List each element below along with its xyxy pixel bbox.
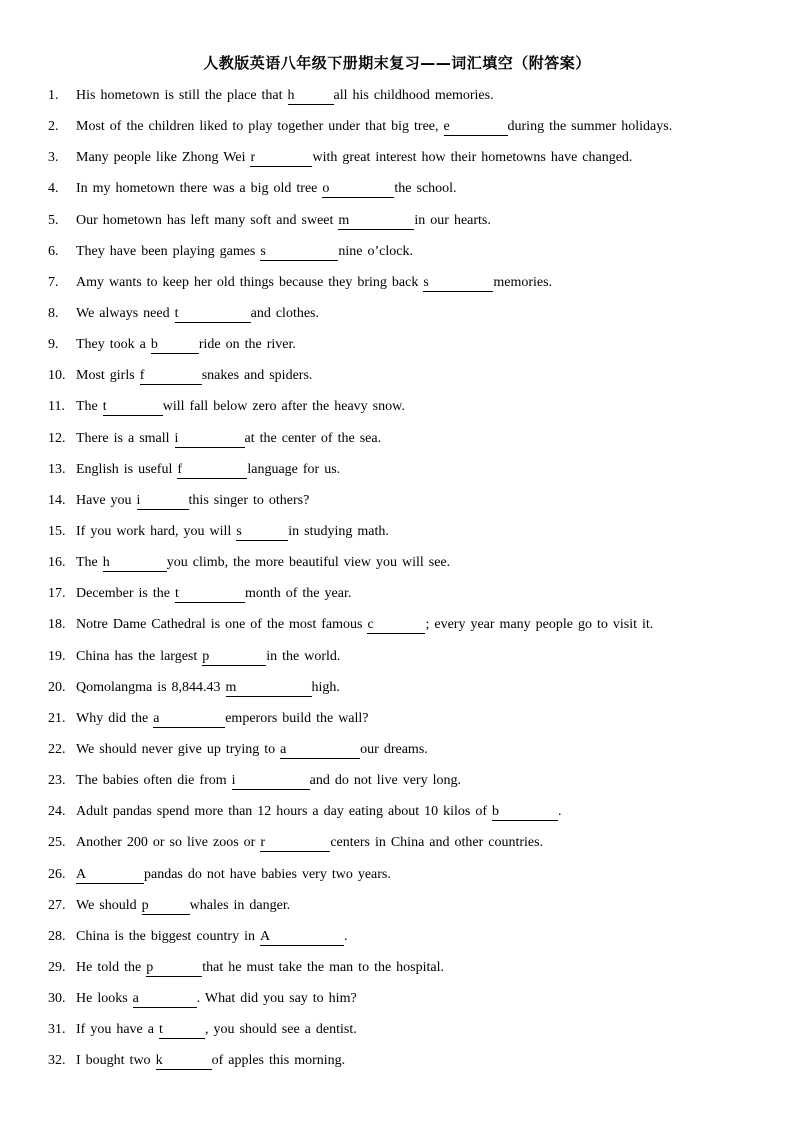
exercise-item xyxy=(48,395,768,426)
exercise-item xyxy=(48,676,768,707)
sentence-before-blank: The babies often die from xyxy=(76,773,232,789)
sentence-after-blank: . What did you say to him? xyxy=(196,991,357,1007)
sentence-after-blank: ; every year many people go to visit it. xyxy=(425,617,654,633)
item-sentence xyxy=(76,271,552,295)
answer-blank[interactable]: o xyxy=(322,181,394,198)
item-sentence xyxy=(76,1018,357,1042)
answer-blank[interactable]: t xyxy=(175,586,245,603)
sentence-after-blank: centers in China and other countries. xyxy=(330,835,544,851)
exercise-item xyxy=(48,333,768,364)
item-sentence xyxy=(76,458,340,482)
item-sentence xyxy=(76,209,491,233)
item-number: 12. xyxy=(48,430,66,446)
exercise-list xyxy=(48,84,768,1081)
item-number: 30. xyxy=(48,991,66,1007)
sentence-after-blank: this singer to others? xyxy=(188,492,310,508)
exercise-item xyxy=(48,1018,768,1049)
exercise-item xyxy=(48,707,768,738)
item-number: 24. xyxy=(48,804,66,820)
item-number: 23. xyxy=(48,773,66,789)
item-sentence xyxy=(76,146,632,170)
exercise-item xyxy=(48,427,768,458)
sentence-before-blank: Notre Dame Cathedral is one of the most famous xyxy=(76,617,368,633)
sentence-after-blank: of apples this morning. xyxy=(211,1053,346,1069)
sentence-after-blank: emperors build the wall? xyxy=(225,710,369,726)
sentence-after-blank: language for us. xyxy=(247,461,341,477)
answer-blank[interactable]: k xyxy=(156,1053,212,1070)
answer-blank[interactable]: f xyxy=(177,462,247,479)
item-sentence xyxy=(76,551,450,575)
item-sentence xyxy=(76,613,653,637)
sentence-before-blank: They have been playing games xyxy=(76,243,261,259)
answer-blank[interactable]: p xyxy=(202,649,266,666)
exercise-item xyxy=(48,987,768,1018)
answer-blank[interactable]: f xyxy=(140,368,202,385)
item-number: 8. xyxy=(48,305,59,321)
sentence-before-blank: China is the biggest country in xyxy=(76,928,260,944)
exercise-item xyxy=(48,551,768,582)
sentence-after-blank: in studying math. xyxy=(288,523,389,539)
sentence-before-blank: Why did the xyxy=(76,710,154,726)
exercise-item xyxy=(48,364,768,395)
sentence-after-blank: and do not live very long. xyxy=(309,773,461,789)
exercise-item xyxy=(48,271,768,302)
exercise-item xyxy=(48,84,768,115)
answer-blank[interactable]: a xyxy=(153,711,225,728)
answer-blank[interactable]: p xyxy=(142,898,190,915)
item-sentence xyxy=(76,240,413,264)
sentence-after-blank: ride on the river. xyxy=(198,337,296,353)
item-sentence xyxy=(76,987,357,1011)
sentence-after-blank: . xyxy=(343,928,348,944)
sentence-after-blank: the school. xyxy=(394,181,457,197)
sentence-before-blank: We always need xyxy=(76,305,175,321)
item-sentence xyxy=(76,707,369,731)
sentence-before-blank: China has the largest xyxy=(76,648,203,664)
sentence-after-blank: during the summer holidays. xyxy=(507,119,673,135)
exercise-item xyxy=(48,831,768,862)
sentence-before-blank: In my hometown there was a big old tree xyxy=(76,181,323,197)
answer-blank[interactable]: r xyxy=(260,835,330,852)
answer-blank[interactable]: m xyxy=(338,213,414,230)
item-sentence xyxy=(76,177,457,201)
answer-blank[interactable]: p xyxy=(146,960,202,977)
item-sentence xyxy=(76,333,296,357)
item-sentence xyxy=(76,863,391,887)
sentence-before-blank: They took a xyxy=(76,337,151,353)
item-sentence xyxy=(76,395,405,419)
sentence-before-blank: If you work hard, you will xyxy=(76,523,237,539)
answer-blank[interactable]: m xyxy=(226,680,312,697)
sentence-after-blank: month of the year. xyxy=(244,586,352,602)
answer-blank[interactable]: b xyxy=(492,804,558,821)
sentence-after-blank: and clothes. xyxy=(250,305,319,321)
exercise-item xyxy=(48,302,768,333)
item-number: 29. xyxy=(48,959,66,975)
item-number: 13. xyxy=(48,461,66,477)
item-sentence xyxy=(76,84,494,108)
sentence-after-blank: will fall below zero after the heavy snow. xyxy=(162,399,405,415)
exercise-item xyxy=(48,738,768,769)
answer-blank[interactable]: t xyxy=(103,399,163,416)
sentence-before-blank: The xyxy=(76,555,103,571)
sentence-before-blank: He told the xyxy=(76,959,147,975)
item-number: 15. xyxy=(48,523,66,539)
exercise-item xyxy=(48,894,768,925)
item-sentence xyxy=(76,925,347,949)
item-sentence xyxy=(76,676,340,700)
sentence-before-blank: English is useful xyxy=(76,461,178,477)
exercise-item xyxy=(48,956,768,987)
sentence-before-blank: The xyxy=(76,399,103,415)
item-sentence xyxy=(76,520,389,544)
item-number: 26. xyxy=(48,866,66,882)
item-number: 28. xyxy=(48,928,66,944)
answer-blank[interactable]: b xyxy=(151,337,199,354)
page-title: 人教版英语八年级下册期末复习——词汇填空（附答案） xyxy=(203,54,591,72)
item-sentence xyxy=(76,582,351,606)
exercise-item xyxy=(48,613,768,644)
answer-blank[interactable]: e xyxy=(444,119,508,136)
item-number: 2. xyxy=(48,119,59,135)
item-number: 5. xyxy=(48,212,59,228)
exercise-item xyxy=(48,863,768,894)
exercise-item xyxy=(48,240,768,271)
answer-blank[interactable]: s xyxy=(236,524,288,541)
item-number: 27. xyxy=(48,897,66,913)
sentence-before-blank: If you have a xyxy=(76,1022,159,1038)
sentence-after-blank: in the world. xyxy=(266,648,341,664)
item-number: 20. xyxy=(48,679,66,695)
exercise-item xyxy=(48,458,768,489)
sentence-after-blank: you climb, the more beautiful view you will see. xyxy=(166,555,451,571)
sentence-before-blank: Most of the children liked to play together under that big tree, xyxy=(76,119,444,135)
item-number: 17. xyxy=(48,586,66,602)
item-number: 1. xyxy=(48,88,59,103)
sentence-before-blank: Another 200 or so live zoos or xyxy=(76,835,261,851)
answer-blank[interactable]: h xyxy=(103,555,167,572)
sentence-before-blank: Qomolangma is 8,844.43 xyxy=(76,679,226,695)
item-sentence xyxy=(76,769,461,793)
item-number: 9. xyxy=(48,337,59,353)
exercise-item xyxy=(48,177,768,208)
item-sentence xyxy=(76,1049,345,1073)
sentence-after-blank: memories. xyxy=(493,274,553,290)
item-sentence xyxy=(76,645,340,669)
sentence-after-blank: all his childhood memories. xyxy=(333,88,494,103)
exercise-item xyxy=(48,800,768,831)
exercise-item xyxy=(48,115,768,146)
sentence-after-blank: high. xyxy=(311,679,340,695)
answer-blank[interactable]: c xyxy=(367,617,425,634)
answer-blank[interactable]: a xyxy=(280,742,360,759)
sentence-before-blank: Have you xyxy=(76,492,137,508)
sentence-after-blank: , you should see a dentist. xyxy=(204,1022,357,1038)
sentence-before-blank: Amy wants to keep her old things because they bring back xyxy=(76,274,424,290)
item-sentence xyxy=(76,302,319,326)
sentence-before-blank: I bought two xyxy=(76,1053,156,1069)
item-number: 22. xyxy=(48,741,66,757)
item-sentence xyxy=(76,427,381,451)
sentence-after-blank: our dreams. xyxy=(360,741,428,757)
item-sentence xyxy=(76,489,309,513)
sentence-before-blank: Many people like Zhong Wei xyxy=(76,150,251,166)
item-number: 21. xyxy=(48,710,66,726)
answer-blank[interactable]: i xyxy=(175,431,245,448)
sentence-before-blank: His hometown is still the place that xyxy=(76,88,288,103)
exercise-item xyxy=(48,209,768,240)
item-number: 31. xyxy=(48,1022,66,1038)
answer-blank[interactable]: r xyxy=(250,150,312,167)
answer-blank[interactable]: s xyxy=(260,244,338,261)
item-number: 4. xyxy=(48,181,59,197)
item-sentence xyxy=(76,800,562,824)
item-number: 19. xyxy=(48,648,66,664)
answer-blank[interactable]: s xyxy=(423,275,493,292)
answer-blank[interactable]: a xyxy=(133,991,197,1008)
item-number: 16. xyxy=(48,555,66,571)
item-number: 3. xyxy=(48,150,59,166)
sentence-before-blank: Our hometown has left many soft and sweet xyxy=(76,212,339,228)
sentence-before-blank: December is the xyxy=(76,586,175,602)
item-sentence xyxy=(76,738,428,762)
answer-blank[interactable]: A xyxy=(76,867,144,884)
item-number: 18. xyxy=(48,617,66,633)
sentence-after-blank: whales in danger. xyxy=(189,897,291,913)
sentence-after-blank: nine o’clock. xyxy=(338,243,413,259)
sentence-after-blank: that he must take the man to the hospital. xyxy=(202,959,445,975)
answer-blank[interactable]: h xyxy=(288,88,334,105)
exercise-item xyxy=(48,645,768,676)
sentence-before-blank: We should xyxy=(76,897,142,913)
exercise-item xyxy=(48,520,768,551)
exercise-item xyxy=(48,1049,768,1080)
item-number: 7. xyxy=(48,274,59,290)
exercise-item xyxy=(48,582,768,613)
sentence-after-blank: in our hearts. xyxy=(414,212,491,228)
item-number: 11. xyxy=(48,399,65,415)
sentence-before-blank: He looks xyxy=(76,991,133,1007)
answer-blank[interactable]: i xyxy=(232,773,310,790)
item-number: 25. xyxy=(48,835,66,851)
item-sentence xyxy=(76,894,290,918)
answer-blank[interactable]: A xyxy=(260,929,344,946)
answer-blank[interactable]: t xyxy=(159,1022,205,1039)
item-sentence xyxy=(76,364,312,388)
exercise-item xyxy=(48,769,768,800)
item-number: 10. xyxy=(48,368,66,384)
item-number: 32. xyxy=(48,1053,66,1069)
exercise-item xyxy=(48,489,768,520)
exercise-item xyxy=(48,925,768,956)
sentence-after-blank: snakes and spiders. xyxy=(201,368,313,384)
sentence-after-blank: . xyxy=(558,804,562,820)
sentence-after-blank: with great interest how their hometowns have changed. xyxy=(312,150,633,166)
sentence-before-blank: We should never give up trying to xyxy=(76,741,281,757)
sentence-after-blank: pandas do not have babies very two years. xyxy=(144,866,391,882)
item-sentence xyxy=(76,956,444,980)
item-number: 6. xyxy=(48,243,59,259)
sentence-before-blank: Adult pandas spend more than 12 hours a day eating about 10 kilos of xyxy=(76,804,493,820)
item-number: 14. xyxy=(48,492,66,508)
item-sentence xyxy=(76,831,543,855)
item-sentence xyxy=(76,115,672,139)
sentence-after-blank: at the center of the sea. xyxy=(244,430,382,446)
exercise-item xyxy=(48,146,768,177)
sentence-before-blank: There is a small xyxy=(76,430,175,446)
answer-blank[interactable]: t xyxy=(175,306,251,323)
answer-blank[interactable]: i xyxy=(137,493,189,510)
sentence-before-blank: Most girls xyxy=(76,368,140,384)
